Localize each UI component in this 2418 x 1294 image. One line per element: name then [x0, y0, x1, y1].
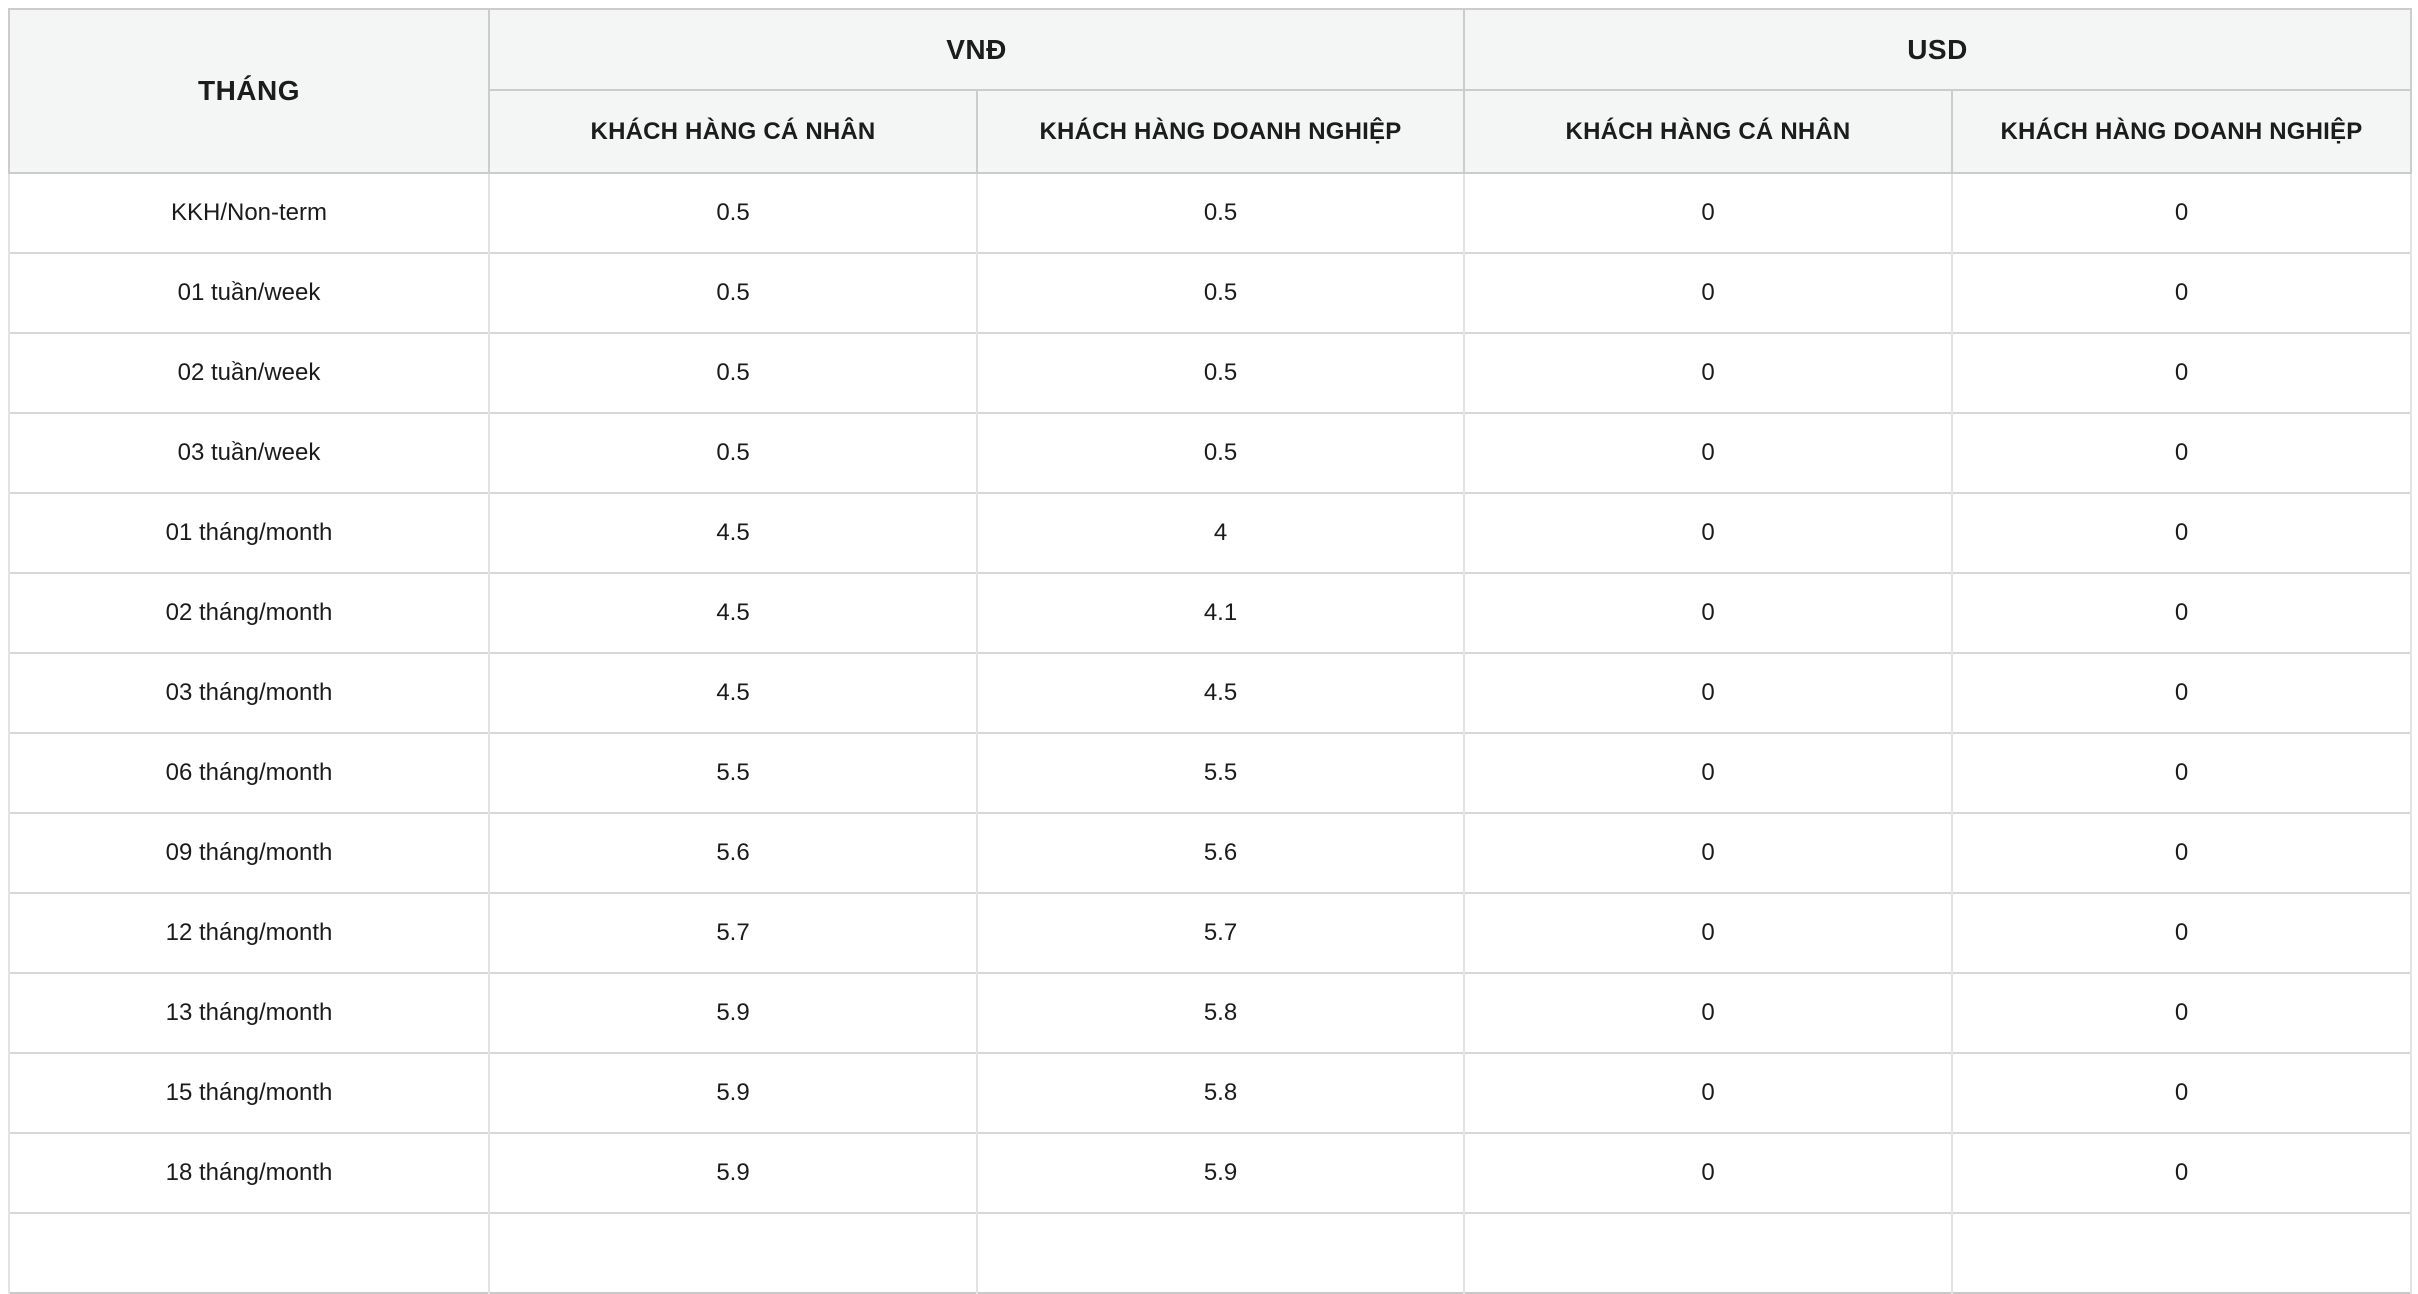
table-row — [9, 573, 2411, 653]
usd-business-rate-cell: 0 — [1952, 573, 2411, 653]
empty-cell — [489, 1213, 977, 1293]
term-cell: 02 tháng/month — [9, 573, 489, 653]
usd-personal-rate-cell: 0 — [1464, 493, 1952, 573]
usd-personal-rate-cell: 0 — [1464, 253, 1952, 333]
usd-business-rate-cell: 0 — [1952, 413, 2411, 493]
vnd-business-rate-cell: 5.8 — [977, 1053, 1464, 1133]
table-row — [9, 973, 2411, 1053]
vnd-personal-rate-cell: 4.5 — [489, 653, 977, 733]
term-cell: 01 tuần/week — [9, 253, 489, 333]
table-row-clipped — [9, 1213, 2411, 1293]
term-cell: 13 tháng/month — [9, 973, 489, 1053]
vnd-personal-rate-cell: 5.7 — [489, 893, 977, 973]
vnd-business-rate-cell: 5.9 — [977, 1133, 1464, 1213]
vnd-personal-rate-cell: 5.5 — [489, 733, 977, 813]
table-row — [9, 893, 2411, 973]
usd-personal-rate-cell: 0 — [1464, 333, 1952, 413]
vnd-business-rate-cell: 4.1 — [977, 573, 1464, 653]
usd-personal-rate-cell: 0 — [1464, 893, 1952, 973]
empty-cell — [977, 1213, 1464, 1293]
table-row — [9, 653, 2411, 733]
usd-personal-rate-cell: 0 — [1464, 653, 1952, 733]
header-group-row — [9, 9, 2411, 90]
vnd-personal-rate-cell: 5.9 — [489, 973, 977, 1053]
vnd-business-rate-cell: 0.5 — [977, 173, 1464, 253]
usd-personal-rate-cell: 0 — [1464, 1133, 1952, 1213]
column-header-term: THÁNG — [9, 9, 489, 173]
usd-business-rate-cell: 0 — [1952, 1133, 2411, 1213]
vnd-personal-rate-cell: 5.6 — [489, 813, 977, 893]
table-row — [9, 1133, 2411, 1213]
column-group-usd: USD — [1464, 9, 2411, 90]
usd-personal-rate-cell: 0 — [1464, 173, 1952, 253]
column-group-vnd: VNĐ — [489, 9, 1464, 90]
usd-business-rate-cell: 0 — [1952, 333, 2411, 413]
table-row — [9, 493, 2411, 573]
column-header-usd-personal: KHÁCH HÀNG CÁ NHÂN — [1464, 90, 1952, 173]
vnd-personal-rate-cell: 4.5 — [489, 493, 977, 573]
vnd-personal-rate-cell: 5.9 — [489, 1133, 977, 1213]
table-row — [9, 1053, 2411, 1133]
vnd-personal-rate-cell: 5.9 — [489, 1053, 977, 1133]
term-cell: 12 tháng/month — [9, 893, 489, 973]
table-header — [9, 9, 2411, 173]
empty-cell — [1464, 1213, 1952, 1293]
term-cell: 18 tháng/month — [9, 1133, 489, 1213]
vnd-business-rate-cell: 5.7 — [977, 893, 1464, 973]
term-cell: 03 tuần/week — [9, 413, 489, 493]
table-row — [9, 173, 2411, 253]
interest-rate-table-container — [8, 8, 2410, 1294]
usd-business-rate-cell: 0 — [1952, 813, 2411, 893]
vnd-personal-rate-cell: 0.5 — [489, 253, 977, 333]
usd-business-rate-cell: 0 — [1952, 973, 2411, 1053]
usd-personal-rate-cell: 0 — [1464, 813, 1952, 893]
column-header-vnd-business: KHÁCH HÀNG DOANH NGHIỆP — [977, 90, 1464, 173]
vnd-business-rate-cell: 5.8 — [977, 973, 1464, 1053]
term-cell: 03 tháng/month — [9, 653, 489, 733]
table-row — [9, 813, 2411, 893]
usd-business-rate-cell: 0 — [1952, 653, 2411, 733]
vnd-business-rate-cell: 4 — [977, 493, 1464, 573]
vnd-business-rate-cell: 5.5 — [977, 733, 1464, 813]
usd-business-rate-cell: 0 — [1952, 493, 2411, 573]
term-cell: 01 tháng/month — [9, 493, 489, 573]
term-cell: KKH/Non-term — [9, 173, 489, 253]
usd-personal-rate-cell: 0 — [1464, 1053, 1952, 1133]
table-row — [9, 733, 2411, 813]
table-row — [9, 333, 2411, 413]
usd-business-rate-cell: 0 — [1952, 893, 2411, 973]
vnd-personal-rate-cell: 0.5 — [489, 173, 977, 253]
empty-cell — [9, 1213, 489, 1293]
term-cell: 09 tháng/month — [9, 813, 489, 893]
usd-business-rate-cell: 0 — [1952, 253, 2411, 333]
table-body — [9, 173, 2411, 1293]
vnd-personal-rate-cell: 4.5 — [489, 573, 977, 653]
vnd-business-rate-cell: 0.5 — [977, 413, 1464, 493]
vnd-personal-rate-cell: 0.5 — [489, 413, 977, 493]
vnd-personal-rate-cell: 0.5 — [489, 333, 977, 413]
column-header-usd-business: KHÁCH HÀNG DOANH NGHIỆP — [1952, 90, 2411, 173]
vnd-business-rate-cell: 0.5 — [977, 253, 1464, 333]
vnd-business-rate-cell: 0.5 — [977, 333, 1464, 413]
table-row — [9, 253, 2411, 333]
term-cell: 02 tuần/week — [9, 333, 489, 413]
usd-business-rate-cell: 0 — [1952, 173, 2411, 253]
vnd-business-rate-cell: 4.5 — [977, 653, 1464, 733]
column-header-vnd-personal: KHÁCH HÀNG CÁ NHÂN — [489, 90, 977, 173]
usd-business-rate-cell: 0 — [1952, 1053, 2411, 1133]
table-row — [9, 413, 2411, 493]
usd-personal-rate-cell: 0 — [1464, 573, 1952, 653]
vnd-business-rate-cell: 5.6 — [977, 813, 1464, 893]
term-cell: 15 tháng/month — [9, 1053, 489, 1133]
interest-rate-table — [8, 8, 2412, 1294]
usd-personal-rate-cell: 0 — [1464, 733, 1952, 813]
usd-business-rate-cell: 0 — [1952, 733, 2411, 813]
term-cell: 06 tháng/month — [9, 733, 489, 813]
usd-personal-rate-cell: 0 — [1464, 973, 1952, 1053]
usd-personal-rate-cell: 0 — [1464, 413, 1952, 493]
empty-cell — [1952, 1213, 2411, 1293]
